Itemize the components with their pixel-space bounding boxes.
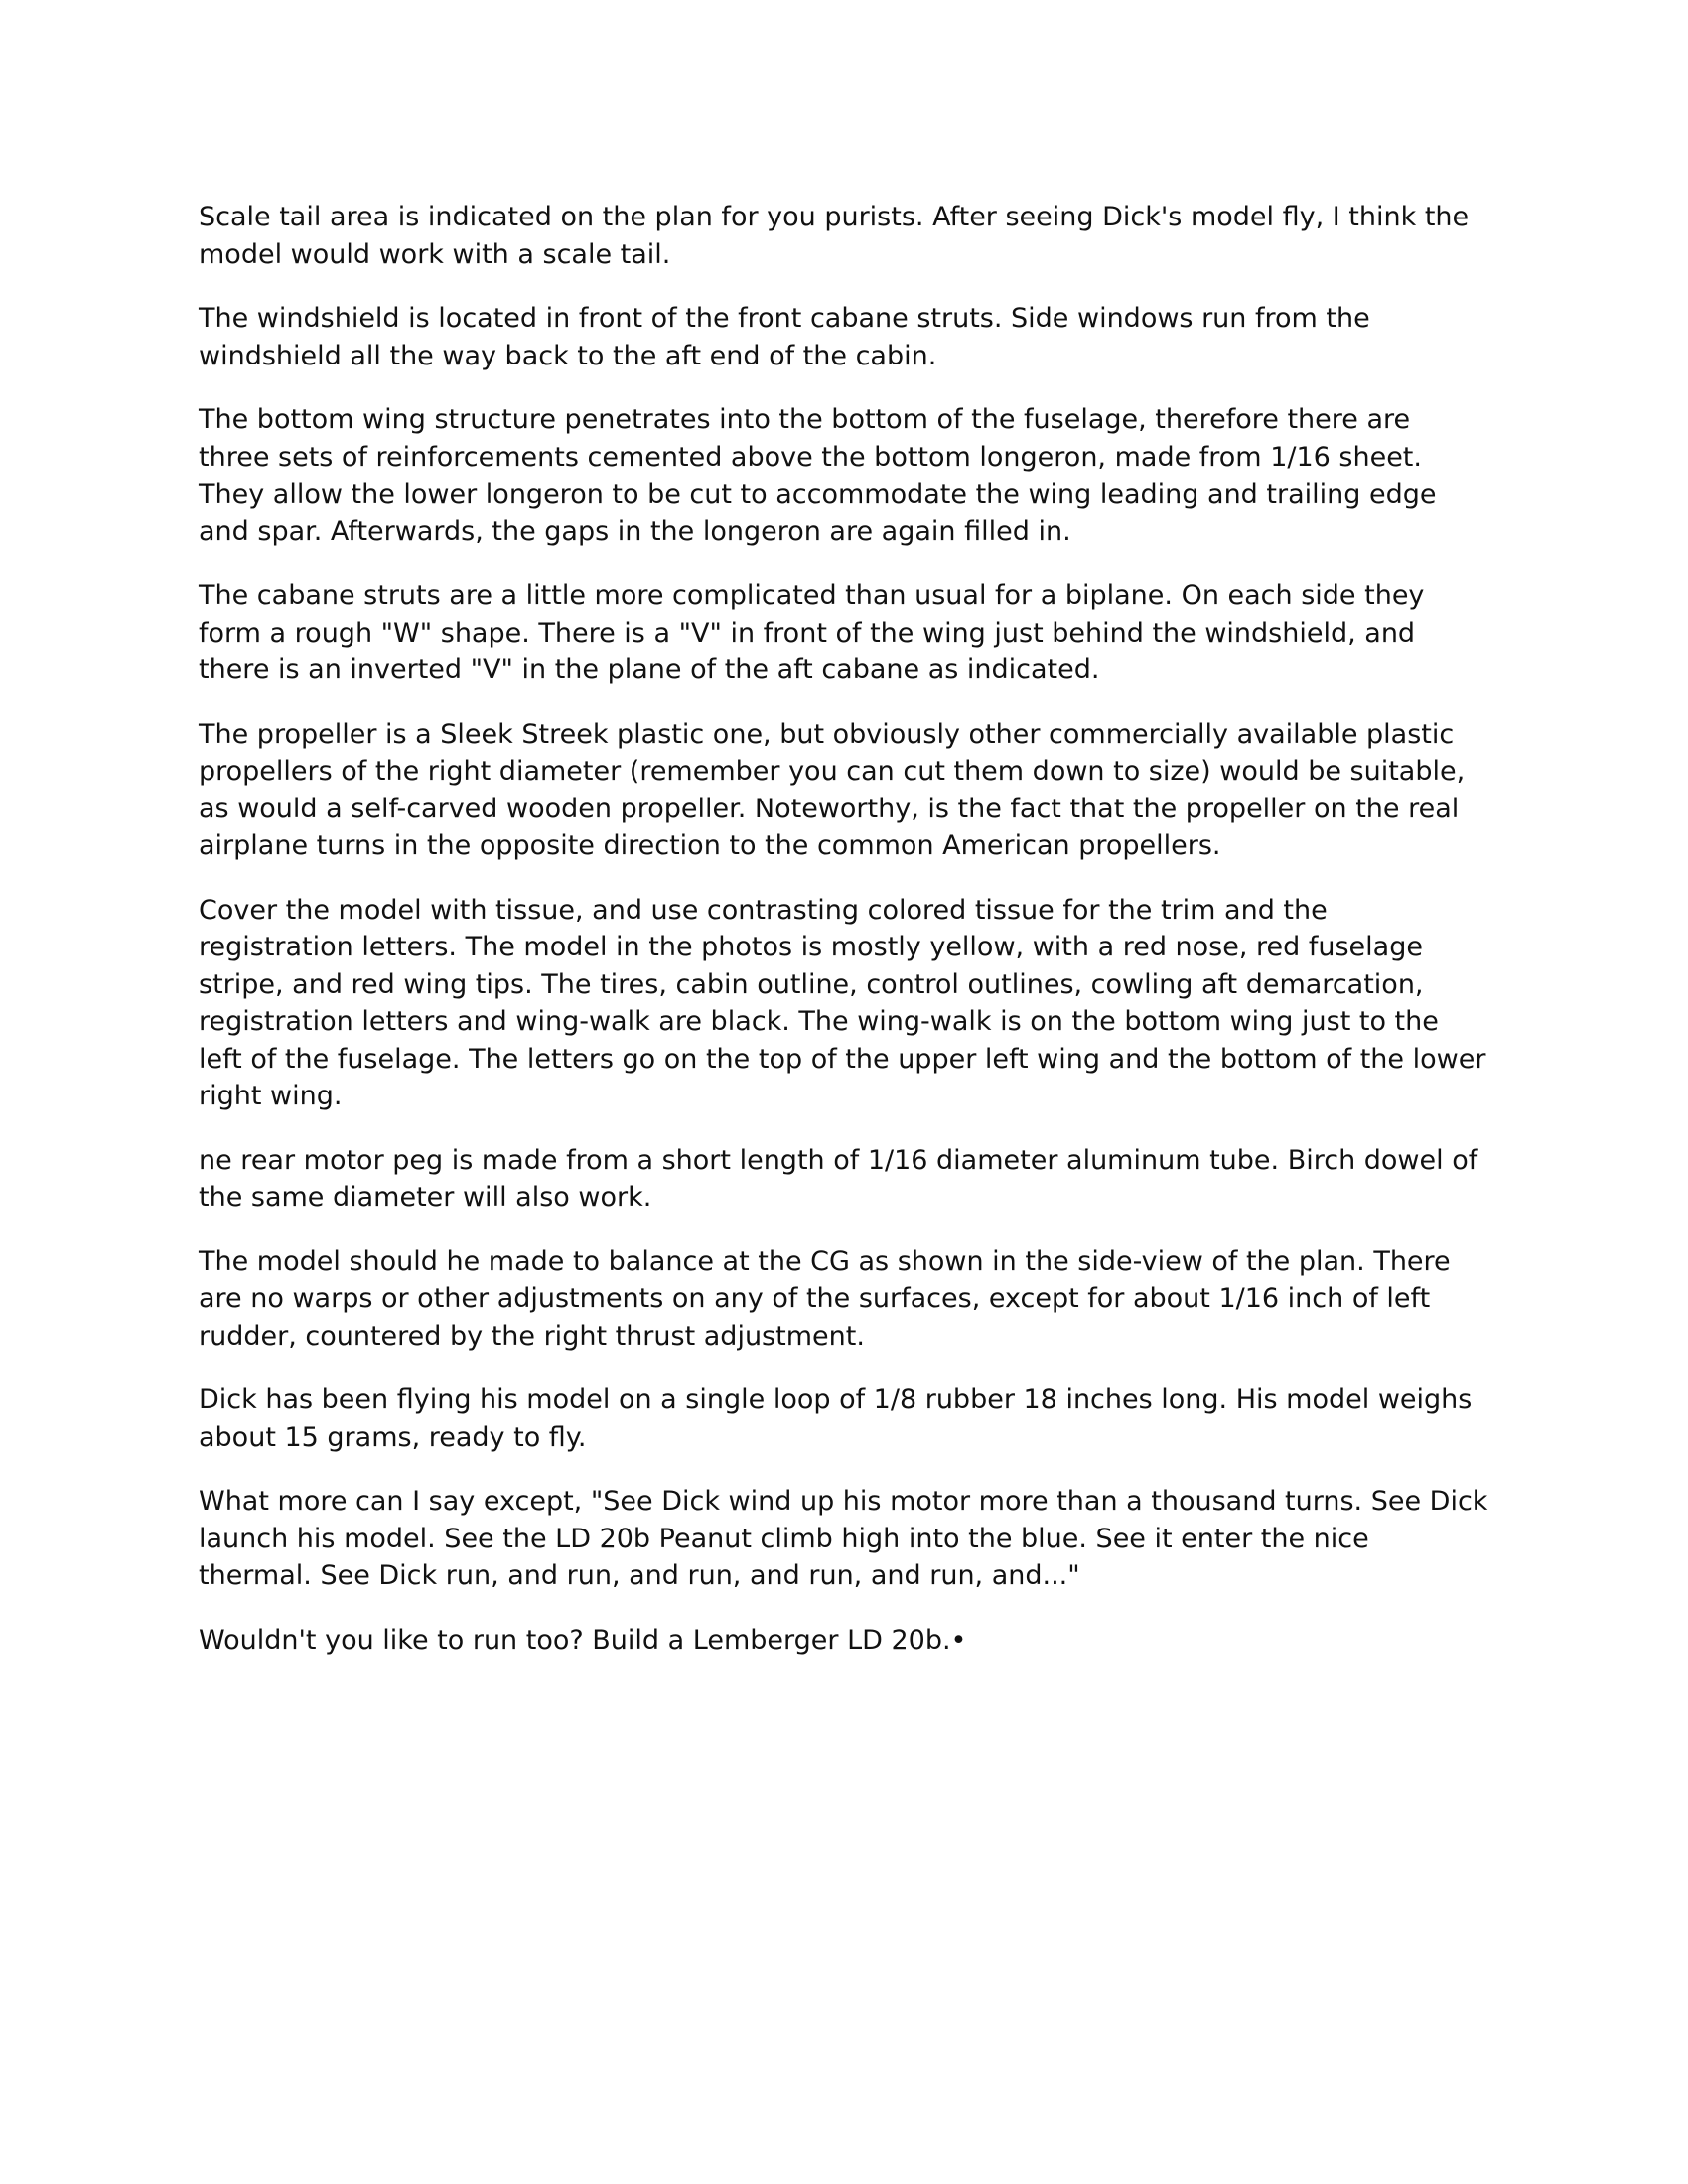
article-body: [199, 199, 1489, 1685]
paragraph-scale-tail: Scale tail area is indicated on the plan for you purists. After seeing Dick's model fly, I think the model would work with a scale tail.: [199, 202, 1470, 270]
paragraph-bottom-wing: The bottom wing structure penetrates into the bottom of the fuselage, therefore there are three sets of reinforcements cemented above the bottom longeron, made from 1/16 sheet. They allow the lower longeron to be cut to accommodate the wing leading and trailing edge and spar. Afterwards, the gaps in the longeron are again filled in.: [199, 404, 1437, 547]
paragraph-final-call: Wouldn't you like to run too? Build a Lemberger LD 20b.•: [199, 1624, 967, 1656]
paragraph-motor-peg: ne rear motor peg is made from a short length of 1/16 diameter aluminum tube. Birch dowel of the same diameter will also work.: [199, 1144, 1478, 1213]
paragraph-covering: Cover the model with tissue, and use contrasting colored tissue for the trim and the registration letters. The model in the photos is mostly yellow, with a red nose, red fuselage stripe, and red wing tips. The tires, cabin outline, control outlines, cowling aft demarcation, registration letters and wing-walk are black. The wing-walk is on the bottom wing just to the left of the fuselage. The letters go on the top of the upper left wing and the bottom of the lower right wing.: [199, 894, 1486, 1111]
paragraph-propeller: The propeller is a Sleek Streek plastic one, but obviously other commercially available plastic propellers of the right diameter (remember you can cut them down to size) would be suitable, as would a self-carved wooden propeller. Noteworthy, is the fact that the propeller on the real airplane turns in the opposite direction to the common American propellers.: [199, 718, 1466, 861]
paragraph-rubber-motor: Dick has been flying his model on a single loop of 1/8 rubber 18 inches long. His model weighs about 15 grams, ready to fly.: [199, 1384, 1473, 1453]
paragraph-closing-story: What more can I say except, "See Dick wind up his motor more than a thousand turns. See Dick launch his model. See the LD 20b Peanut climb high into the blue. See it enter the nice thermal. See Dick run, and run, and run, and run, and run, and...": [199, 1486, 1488, 1591]
paragraph-cabane-struts: The cabane struts are a little more complicated than usual for a biplane. On each side they form a rough "W" shape. There is a "V" in front of the wing just behind the windshield, and there is an inverted "V" in the plane of the aft cabane as indicated.: [199, 580, 1425, 685]
paragraph-windshield: The windshield is located in front of the front cabane struts. Side windows run from the windshield all the way back to the aft end of the cabin.: [199, 303, 1370, 371]
paragraph-balance: The model should he made to balance at the CG as shown in the side-view of the plan. There are no warps or other adjustments on any of the surfaces, except for about 1/16 inch of left rudder, countered by the right thrust adjustment.: [199, 1245, 1451, 1352]
